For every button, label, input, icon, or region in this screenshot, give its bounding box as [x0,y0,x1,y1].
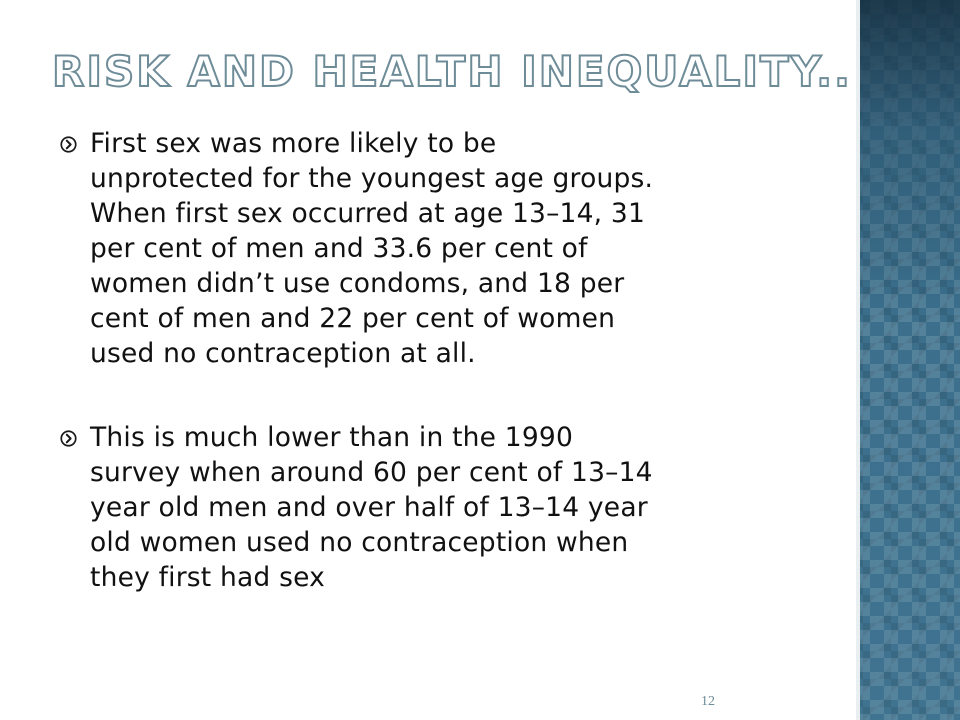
slide-title: RISK AND HEALTH INEQUALITY.. [52,47,853,96]
bullet-text: This is much lower than in the 1990 survey when around 60 per cent of 13–14 year old men and over half of 13–14 year old women used no contraception when they first had sex [90,422,653,593]
page-number: 12 [701,694,715,709]
bullet-text: First sex was more likely to be unprotected for the youngest age groups. When first sex occurred at age 13–14, 31 per cent of men and 33.6 per cent of women didn’t use condoms, and 18 per cent of men and 22 per cent of women used no contraception at all. [90,128,654,369]
side-panel-edge [856,0,860,720]
circle-chevron-right-icon [60,136,77,153]
bullet-item-2 [60,420,800,595]
circle-chevron-right-icon [60,430,77,447]
bullet-list [60,126,800,595]
bullet-item-1 [60,126,800,371]
decorative-side-panel [856,0,960,720]
